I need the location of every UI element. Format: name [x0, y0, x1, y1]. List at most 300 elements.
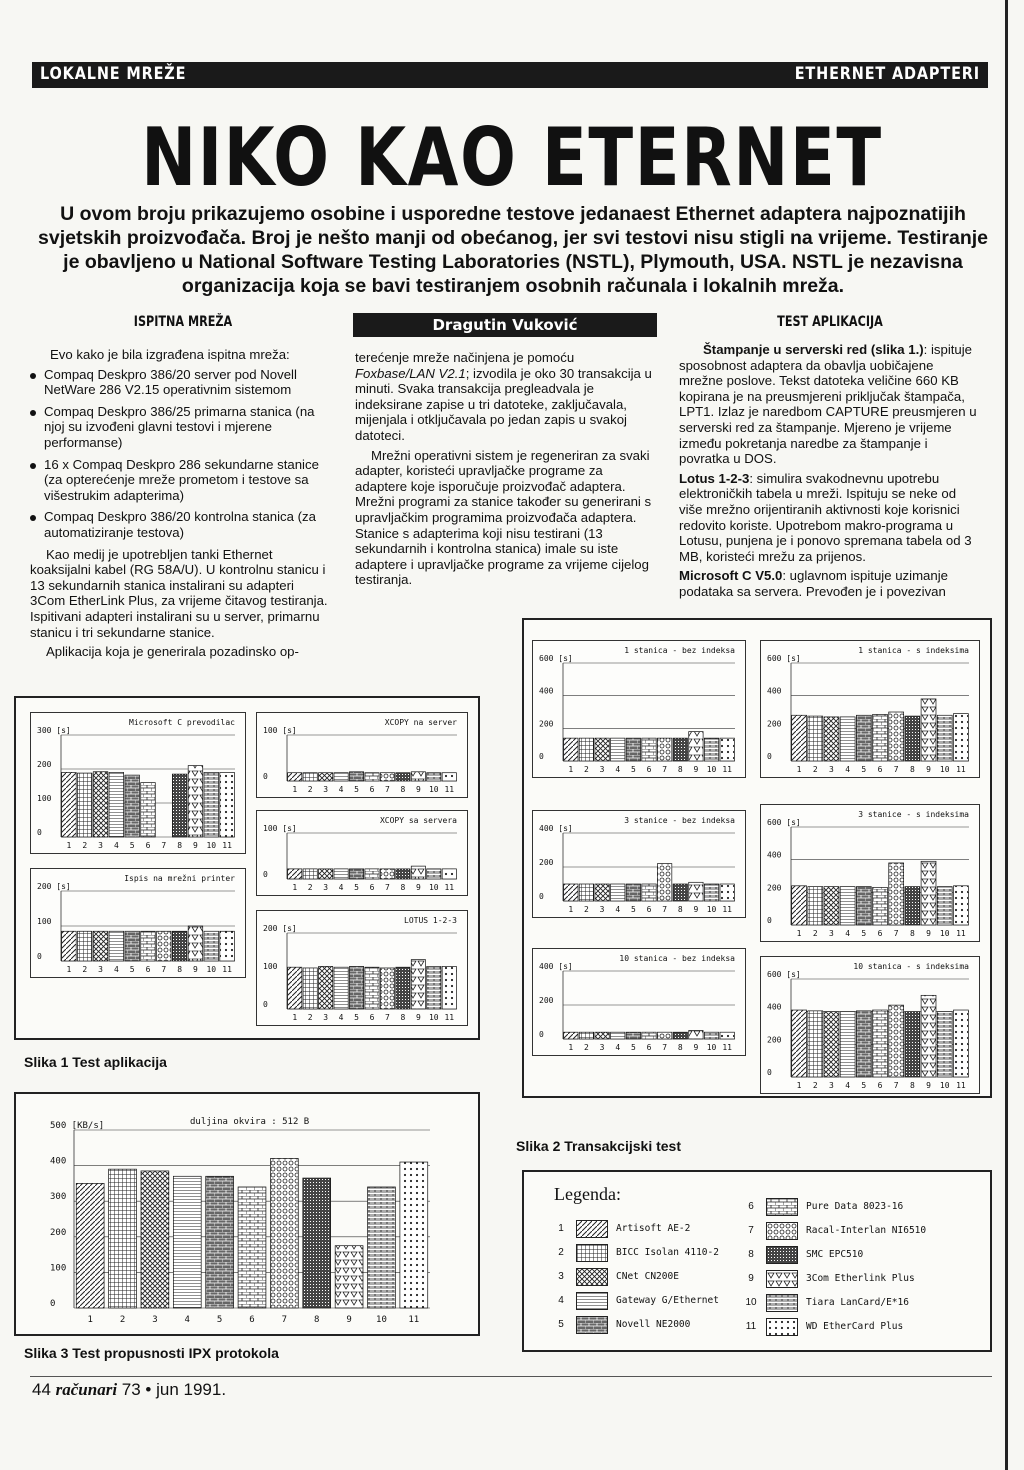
bar-5 — [856, 1011, 871, 1077]
bar-2 — [579, 738, 593, 761]
legend-label: BICC Isolan 4110-2 — [616, 1247, 719, 1258]
chart-svg — [30, 1106, 450, 1330]
bar-11 — [220, 772, 235, 837]
section-band — [32, 62, 988, 88]
x-tick-label: 2 — [82, 965, 88, 974]
bar-3 — [319, 966, 333, 1009]
x-tick-label: 7 — [161, 965, 167, 974]
column-3 — [679, 342, 981, 604]
bar-6 — [365, 869, 379, 879]
bar-4 — [840, 887, 855, 925]
y-tick-label: 600 [s] — [767, 970, 801, 979]
x-tick-label: 6 — [369, 883, 375, 892]
y-tick-label: 400 — [767, 686, 782, 696]
x-tick-label: 5 — [861, 929, 867, 938]
bar-11 — [220, 931, 235, 961]
legend-label: Pure Data 8023-16 — [806, 1201, 904, 1212]
x-tick-label: 9 — [193, 841, 198, 850]
x-tick-label: 3 — [323, 1013, 329, 1022]
bar-2 — [303, 773, 317, 781]
x-tick-label: 1 — [292, 883, 298, 892]
col3-text: : uglavnom ispituje uzimanje podataka sa servera. Prevođen je i povezivan — [679, 568, 948, 599]
bar-9 — [411, 960, 425, 1009]
legend-number: 3 — [558, 1271, 564, 1282]
bar-10 — [427, 869, 441, 879]
x-tick-label: 8 — [400, 883, 406, 892]
bar-10 — [427, 773, 441, 781]
bar-11 — [953, 714, 968, 761]
bar-11 — [400, 1162, 428, 1308]
x-tick-label: 3 — [599, 1043, 605, 1052]
x-tick-label: 1 — [568, 765, 574, 774]
bullet-item: Compaq Deskpro 386/20 server pod Novell NetWare 286 V2.15 operativnim sistemom — [30, 367, 332, 398]
chart-1-station-indexed — [760, 640, 980, 778]
bar-2 — [808, 716, 823, 761]
x-tick-label: 5 — [354, 883, 359, 892]
bar-7 — [380, 869, 394, 879]
x-tick-label: 6 — [369, 1013, 375, 1022]
bar-11 — [720, 738, 734, 761]
x-tick-label: 11 — [444, 785, 455, 794]
x-tick-label: 5 — [354, 1013, 359, 1022]
x-tick-label: 10 — [428, 785, 439, 794]
bar-6 — [238, 1187, 266, 1308]
x-tick-label: 4 — [113, 965, 119, 974]
section-right: ETHERNET ADAPTERI — [794, 64, 980, 84]
x-tick-label: 11 — [444, 883, 455, 892]
y-tick-label: 600 [s] — [539, 654, 573, 663]
x-tick-label: 7 — [281, 1315, 288, 1325]
bar-11 — [720, 884, 734, 901]
legend-swatch — [576, 1292, 608, 1310]
bar-11 — [720, 1032, 734, 1039]
x-tick-label: 11 — [956, 765, 966, 774]
bar-2 — [303, 869, 317, 879]
y-tick-label: 0 — [263, 1000, 268, 1009]
x-tick-label: 9 — [926, 929, 931, 938]
y-tick-label: 200 [s] — [37, 882, 71, 891]
x-tick-label: 8 — [177, 965, 183, 974]
legend-label: Gateway G/Ethernet — [616, 1295, 719, 1306]
bar-7 — [270, 1158, 298, 1308]
magazine-logo: računari — [55, 1380, 118, 1399]
bar-8 — [303, 1178, 331, 1308]
x-tick-label: 9 — [415, 785, 421, 794]
x-tick-label: 7 — [161, 841, 167, 850]
bar-3 — [93, 772, 108, 837]
y-tick-label: 300 — [50, 1192, 67, 1203]
y-tick-label: 0 — [50, 1299, 56, 1309]
bar-9 — [921, 699, 936, 761]
x-tick-label: 11 — [722, 905, 733, 914]
x-tick-label: 4 — [615, 1043, 621, 1052]
bar-4 — [334, 967, 348, 1009]
chart-svg — [31, 713, 245, 853]
bar-2 — [303, 968, 317, 1009]
x-tick-label: 6 — [877, 765, 883, 774]
y-tick-label: 200 — [767, 883, 782, 893]
legend-number: 6 — [748, 1201, 754, 1212]
bar-8 — [172, 774, 187, 837]
x-tick-label: 11 — [222, 965, 232, 974]
x-tick-label: 8 — [314, 1315, 320, 1325]
column-2 — [355, 350, 657, 592]
x-tick-label: 1 — [292, 1013, 298, 1022]
col3-heading: TEST APLIKACIJA — [777, 314, 883, 330]
legend-number: 7 — [748, 1225, 754, 1236]
col3-bold: Lotus 1-2-3 — [679, 470, 750, 486]
x-tick-label: 2 — [812, 929, 818, 938]
bar-1 — [288, 773, 302, 781]
legend-item — [744, 1294, 974, 1312]
x-tick-label: 6 — [877, 929, 883, 938]
bar-10 — [368, 1187, 396, 1308]
chart-svg — [257, 811, 467, 895]
chart-svg — [31, 869, 245, 977]
x-tick-label: 2 — [82, 841, 88, 850]
col1-heading: ISPITNA MREŽA — [133, 314, 233, 330]
x-tick-label: 6 — [145, 841, 151, 850]
footer-rule — [30, 1376, 992, 1377]
y-tick-label: 600 [s] — [767, 818, 801, 827]
x-tick-label: 1 — [292, 785, 298, 794]
bar-9 — [335, 1246, 363, 1308]
y-tick-label: 400 — [50, 1156, 67, 1167]
bar-5 — [349, 772, 363, 781]
bar-11 — [953, 1010, 968, 1077]
bar-4 — [334, 869, 348, 879]
legend-number: 2 — [558, 1247, 564, 1258]
legend-swatch — [766, 1246, 798, 1264]
x-tick-label: 4 — [338, 785, 344, 794]
bar-8 — [172, 931, 187, 961]
x-tick-label: 1 — [796, 929, 802, 938]
x-tick-label: 4 — [845, 765, 851, 774]
x-tick-label: 8 — [400, 785, 406, 794]
y-tick-label: 400 [s] — [539, 824, 573, 833]
y-tick-label: 0 — [37, 828, 42, 837]
col3-bold: Štampanje u serverski red (slika 1.) — [703, 342, 924, 357]
x-tick-label: 6 — [249, 1315, 255, 1325]
x-tick-label: 7 — [385, 1013, 390, 1022]
bar-6 — [873, 887, 888, 925]
y-tick-label: 600 [s] — [767, 654, 801, 663]
y-tick-label: 200 — [539, 719, 554, 729]
chart-title: 3 stanice - s indeksima — [858, 810, 969, 819]
legend-item — [744, 1246, 974, 1264]
bar-10 — [704, 738, 718, 761]
bar-10 — [704, 884, 718, 901]
bar-7 — [889, 712, 904, 761]
x-tick-label: 1 — [87, 1315, 93, 1325]
bar-2 — [808, 887, 823, 925]
bar-2 — [808, 1011, 823, 1077]
caption-figure-1: Slika 1 Test aplikacija — [24, 1054, 167, 1070]
legend-label: SMC EPC510 — [806, 1249, 864, 1260]
chart-svg — [761, 641, 979, 777]
legend-label: CNet CN200E — [616, 1271, 679, 1282]
bar-8 — [673, 1032, 687, 1039]
y-tick-label: 200 — [767, 1035, 782, 1045]
bullet-item: Compaq Deskpro 386/20 kontrolna stanica (za automatiziranje testova) — [30, 509, 332, 540]
x-tick-label: 6 — [369, 785, 375, 794]
chart-title: Ispis na mrežni printer — [124, 874, 235, 883]
x-tick-label: 4 — [615, 765, 621, 774]
col3-text: : simulira svakodnevnu upotrebu elektroničkih tabela u mreži. Ispituju se neke od više mrežno orijentiranih aktivnosti koje korisnici redovito koriste. Upotrebom makro-programa u Lotusu, punjena je i ponovo spremana tabela od 3 MB, koristeći mrežu za prijenos. — [679, 470, 972, 564]
x-tick-label: 9 — [926, 765, 931, 774]
x-tick-label: 11 — [956, 1081, 966, 1090]
x-tick-label: 9 — [346, 1315, 352, 1325]
bar-4 — [109, 772, 124, 837]
legend-number: 4 — [558, 1295, 564, 1306]
y-tick-label: 200 — [50, 1227, 67, 1238]
bar-11 — [442, 773, 456, 781]
y-tick-label: 0 — [263, 772, 268, 781]
x-tick-label: 8 — [909, 765, 915, 774]
x-tick-label: 5 — [129, 965, 135, 974]
x-tick-label: 10 — [428, 1013, 439, 1022]
x-tick-label: 2 — [812, 765, 818, 774]
col1-paragraph-end: Aplikacija koja je generirala pozadinsko op- — [46, 644, 299, 660]
bar-10 — [704, 1032, 718, 1039]
legend-number: 10 — [745, 1297, 757, 1308]
y-tick-label: 200 — [37, 760, 52, 769]
bar-7 — [657, 738, 671, 761]
bar-6 — [642, 884, 656, 901]
legend-label: WD EtherCard Plus — [806, 1321, 904, 1332]
x-tick-label: 4 — [845, 929, 851, 938]
x-tick-label: 2 — [584, 905, 589, 914]
bar-9 — [188, 926, 203, 961]
bar-5 — [856, 887, 871, 925]
x-tick-label: 5 — [630, 1043, 636, 1052]
x-tick-label: 7 — [893, 1081, 899, 1090]
bar-3 — [824, 887, 839, 925]
y-tick-label: 400 [s] — [539, 962, 573, 971]
article-lead: U ovom broju prikazujemo osobine i usporedne testove jedanaest Ethernet adaptera najpoznatijih svjetskih proizvođača. Broj je nešto manji od obećanog, jer svi testovi nisu stigli na vrijeme. Testiranje je obavljeno u National Software Testing Laboratories (NSTL), Plymouth, USA. NSTL je nezavisna organizacija koja se bavi testiranjem osobnih računala i lokalnih mreža. — [38, 203, 989, 297]
chart-ipx-throughput — [30, 1106, 450, 1330]
legend-number: 8 — [748, 1249, 754, 1260]
bullet-item: 16 x Compaq Deskpro 286 sekundarne stanice (za opterećenje mreže prometom i testove sa višestrukim adapterima) — [30, 457, 332, 504]
legend-swatch — [576, 1316, 608, 1334]
x-tick-label: 4 — [184, 1315, 190, 1325]
chart-svg — [761, 805, 979, 941]
x-tick-label: 6 — [646, 1043, 652, 1052]
chart-xcopy-to-server — [256, 712, 468, 798]
bar-2 — [579, 1032, 593, 1039]
x-tick-label: 4 — [113, 841, 119, 850]
x-tick-label: 9 — [415, 883, 421, 892]
x-tick-label: 9 — [693, 765, 699, 774]
bar-7 — [657, 864, 671, 901]
caption-figure-2: Slika 2 Transakcijski test — [516, 1138, 681, 1154]
bar-6 — [365, 773, 379, 781]
x-tick-label: 5 — [129, 841, 135, 850]
x-tick-label: 3 — [98, 841, 103, 850]
legend-number: 5 — [558, 1319, 564, 1330]
x-tick-label: 5 — [861, 765, 867, 774]
legend-label: Novell NE2000 — [616, 1319, 691, 1330]
x-tick-label: 9 — [193, 965, 198, 974]
chart-10-stations-indexed — [760, 956, 980, 1094]
bar-1 — [76, 1183, 104, 1308]
y-tick-label: 500 [KB/s] — [50, 1121, 105, 1131]
bar-8 — [905, 716, 920, 761]
chart-3-stations-no-index — [532, 810, 746, 918]
bar-6 — [365, 967, 379, 1009]
y-tick-label: 200 [s] — [263, 924, 297, 933]
bar-6 — [141, 783, 156, 837]
x-tick-label: 1 — [568, 1043, 574, 1052]
bar-9 — [689, 732, 703, 761]
x-tick-label: 2 — [307, 883, 313, 892]
x-tick-label: 8 — [909, 1081, 915, 1090]
y-tick-label: 100 [s] — [263, 824, 297, 833]
chart-3-stations-indexed — [760, 804, 980, 942]
x-tick-label: 1 — [66, 841, 72, 850]
x-tick-label: 10 — [939, 929, 950, 938]
x-tick-label: 4 — [615, 905, 621, 914]
chart-microsoft-c — [30, 712, 246, 854]
bar-6 — [873, 1010, 888, 1077]
x-tick-label: 10 — [706, 1043, 717, 1052]
bar-4 — [840, 717, 855, 761]
x-tick-label: 1 — [796, 1081, 802, 1090]
x-tick-label: 6 — [646, 905, 652, 914]
x-tick-label: 11 — [408, 1315, 420, 1325]
legend-label: Tiara LanCard/E*16 — [806, 1297, 909, 1308]
legend-swatch — [766, 1318, 798, 1336]
x-tick-label: 7 — [662, 905, 668, 914]
x-tick-label: 7 — [893, 765, 899, 774]
legend-number: 1 — [558, 1223, 564, 1234]
bar-2 — [77, 773, 92, 837]
x-tick-label: 7 — [385, 785, 390, 794]
col1-paragraph: Kao medij je upotrebljen tanki Ethernet koaksijalni kabel (RG 58A/U). U kontrolnu stanicu i 13 sekundarnih stanica instalirani su adapteri 3Com EtherLink Plus, za vrijeme čitavog testiranja. Ispitivani adapteri instalirani su u server, primarnu stanicu i tri sekundarne stanice. — [30, 546, 328, 640]
legend-swatch — [766, 1222, 798, 1240]
chart-title: XCOPY sa servera — [379, 816, 457, 825]
legend-swatch — [766, 1198, 798, 1216]
chart-title: duljina okvira : 512 B — [190, 1117, 310, 1127]
bar-10 — [204, 772, 219, 837]
x-tick-label: 3 — [829, 1081, 834, 1090]
bar-9 — [411, 772, 425, 781]
bar-7 — [380, 968, 394, 1009]
legend-label: Racal-Interlan NI6510 — [806, 1225, 927, 1236]
x-tick-label: 5 — [861, 1081, 867, 1090]
bar-5 — [206, 1176, 234, 1308]
bar-1 — [62, 931, 77, 961]
page-edge — [1005, 0, 1008, 1470]
x-tick-label: 7 — [662, 765, 668, 774]
bar-8 — [673, 738, 687, 761]
x-tick-label: 6 — [877, 1081, 883, 1090]
x-tick-label: 7 — [662, 1043, 668, 1052]
bar-9 — [689, 882, 703, 901]
bar-9 — [411, 866, 425, 879]
chart-1-station-no-index — [532, 640, 746, 778]
x-tick-label: 10 — [206, 965, 217, 974]
caption-figure-3: Slika 3 Test propusnosti IPX protokola — [24, 1345, 279, 1361]
legend-item — [744, 1318, 974, 1336]
y-tick-label: 100 — [37, 917, 52, 926]
x-tick-label: 8 — [400, 1013, 406, 1022]
x-tick-label: 4 — [338, 1013, 344, 1022]
bar-4 — [611, 738, 625, 761]
chart-title: 10 stanica - s indeksima — [853, 962, 969, 971]
bar-10 — [937, 715, 952, 761]
y-tick-label: 200 — [539, 858, 554, 867]
col2-text: terećenje mreže načinjena je pomoću — [355, 350, 575, 365]
x-tick-label: 10 — [706, 765, 717, 774]
legend-title: Legenda: — [554, 1184, 621, 1204]
x-tick-label: 2 — [307, 785, 313, 794]
x-tick-label: 10 — [428, 883, 439, 892]
bar-1 — [792, 715, 807, 761]
legend-item — [744, 1222, 974, 1240]
chart-svg — [533, 641, 745, 777]
chart-title: 1 stanica - s indeksima — [858, 646, 969, 655]
x-tick-label: 2 — [119, 1315, 126, 1325]
bar-3 — [824, 1012, 839, 1077]
article-title: NIKO KAO ETERNET — [141, 111, 883, 204]
bar-1 — [792, 886, 807, 925]
x-tick-label: 11 — [956, 929, 966, 938]
legend-swatch — [766, 1294, 798, 1312]
chart-title: 10 stanica - bez indeksa — [619, 954, 735, 963]
bar-4 — [611, 884, 625, 901]
x-tick-label: 10 — [939, 765, 950, 774]
col2-italic: Foxbase/LAN V2.1 — [355, 365, 466, 381]
bar-1 — [564, 738, 578, 761]
x-tick-label: 8 — [909, 929, 915, 938]
bar-11 — [442, 966, 456, 1009]
bar-5 — [626, 738, 640, 761]
x-tick-label: 8 — [677, 1043, 683, 1052]
y-tick-label: 300 [s] — [37, 726, 71, 735]
x-tick-label: 9 — [693, 905, 699, 914]
y-tick-label: 200 — [539, 996, 554, 1005]
bar-3 — [319, 869, 333, 879]
x-tick-label: 3 — [98, 965, 103, 974]
bar-1 — [288, 967, 302, 1009]
bar-9 — [921, 861, 936, 925]
bar-4 — [109, 931, 124, 961]
x-tick-label: 1 — [568, 905, 574, 914]
bar-5 — [626, 1032, 640, 1039]
bar-1 — [564, 1032, 578, 1039]
y-tick-label: 0 — [539, 1030, 544, 1039]
bar-11 — [953, 886, 968, 925]
bar-3 — [595, 884, 609, 901]
bar-4 — [173, 1176, 201, 1308]
col1-intro: Evo kako je bila izgrađena ispitna mreža: — [50, 347, 290, 362]
x-tick-label: 10 — [206, 841, 217, 850]
bar-1 — [288, 869, 302, 879]
chart-title: 3 stanice - bez indeksa — [624, 816, 735, 825]
bar-4 — [334, 773, 348, 781]
col3-bold: Microsoft C V5.0 — [679, 568, 783, 584]
chart-title: Microsoft C prevodilac — [129, 718, 235, 727]
y-tick-label: 0 — [539, 892, 544, 901]
bar-10 — [937, 887, 952, 925]
x-tick-label: 4 — [338, 883, 344, 892]
legend-number: 11 — [745, 1321, 757, 1332]
author-bar: Dragutin Vuković — [353, 313, 657, 337]
bar-3 — [595, 738, 609, 761]
y-tick-label: 0 — [539, 752, 544, 761]
bar-6 — [642, 738, 656, 761]
